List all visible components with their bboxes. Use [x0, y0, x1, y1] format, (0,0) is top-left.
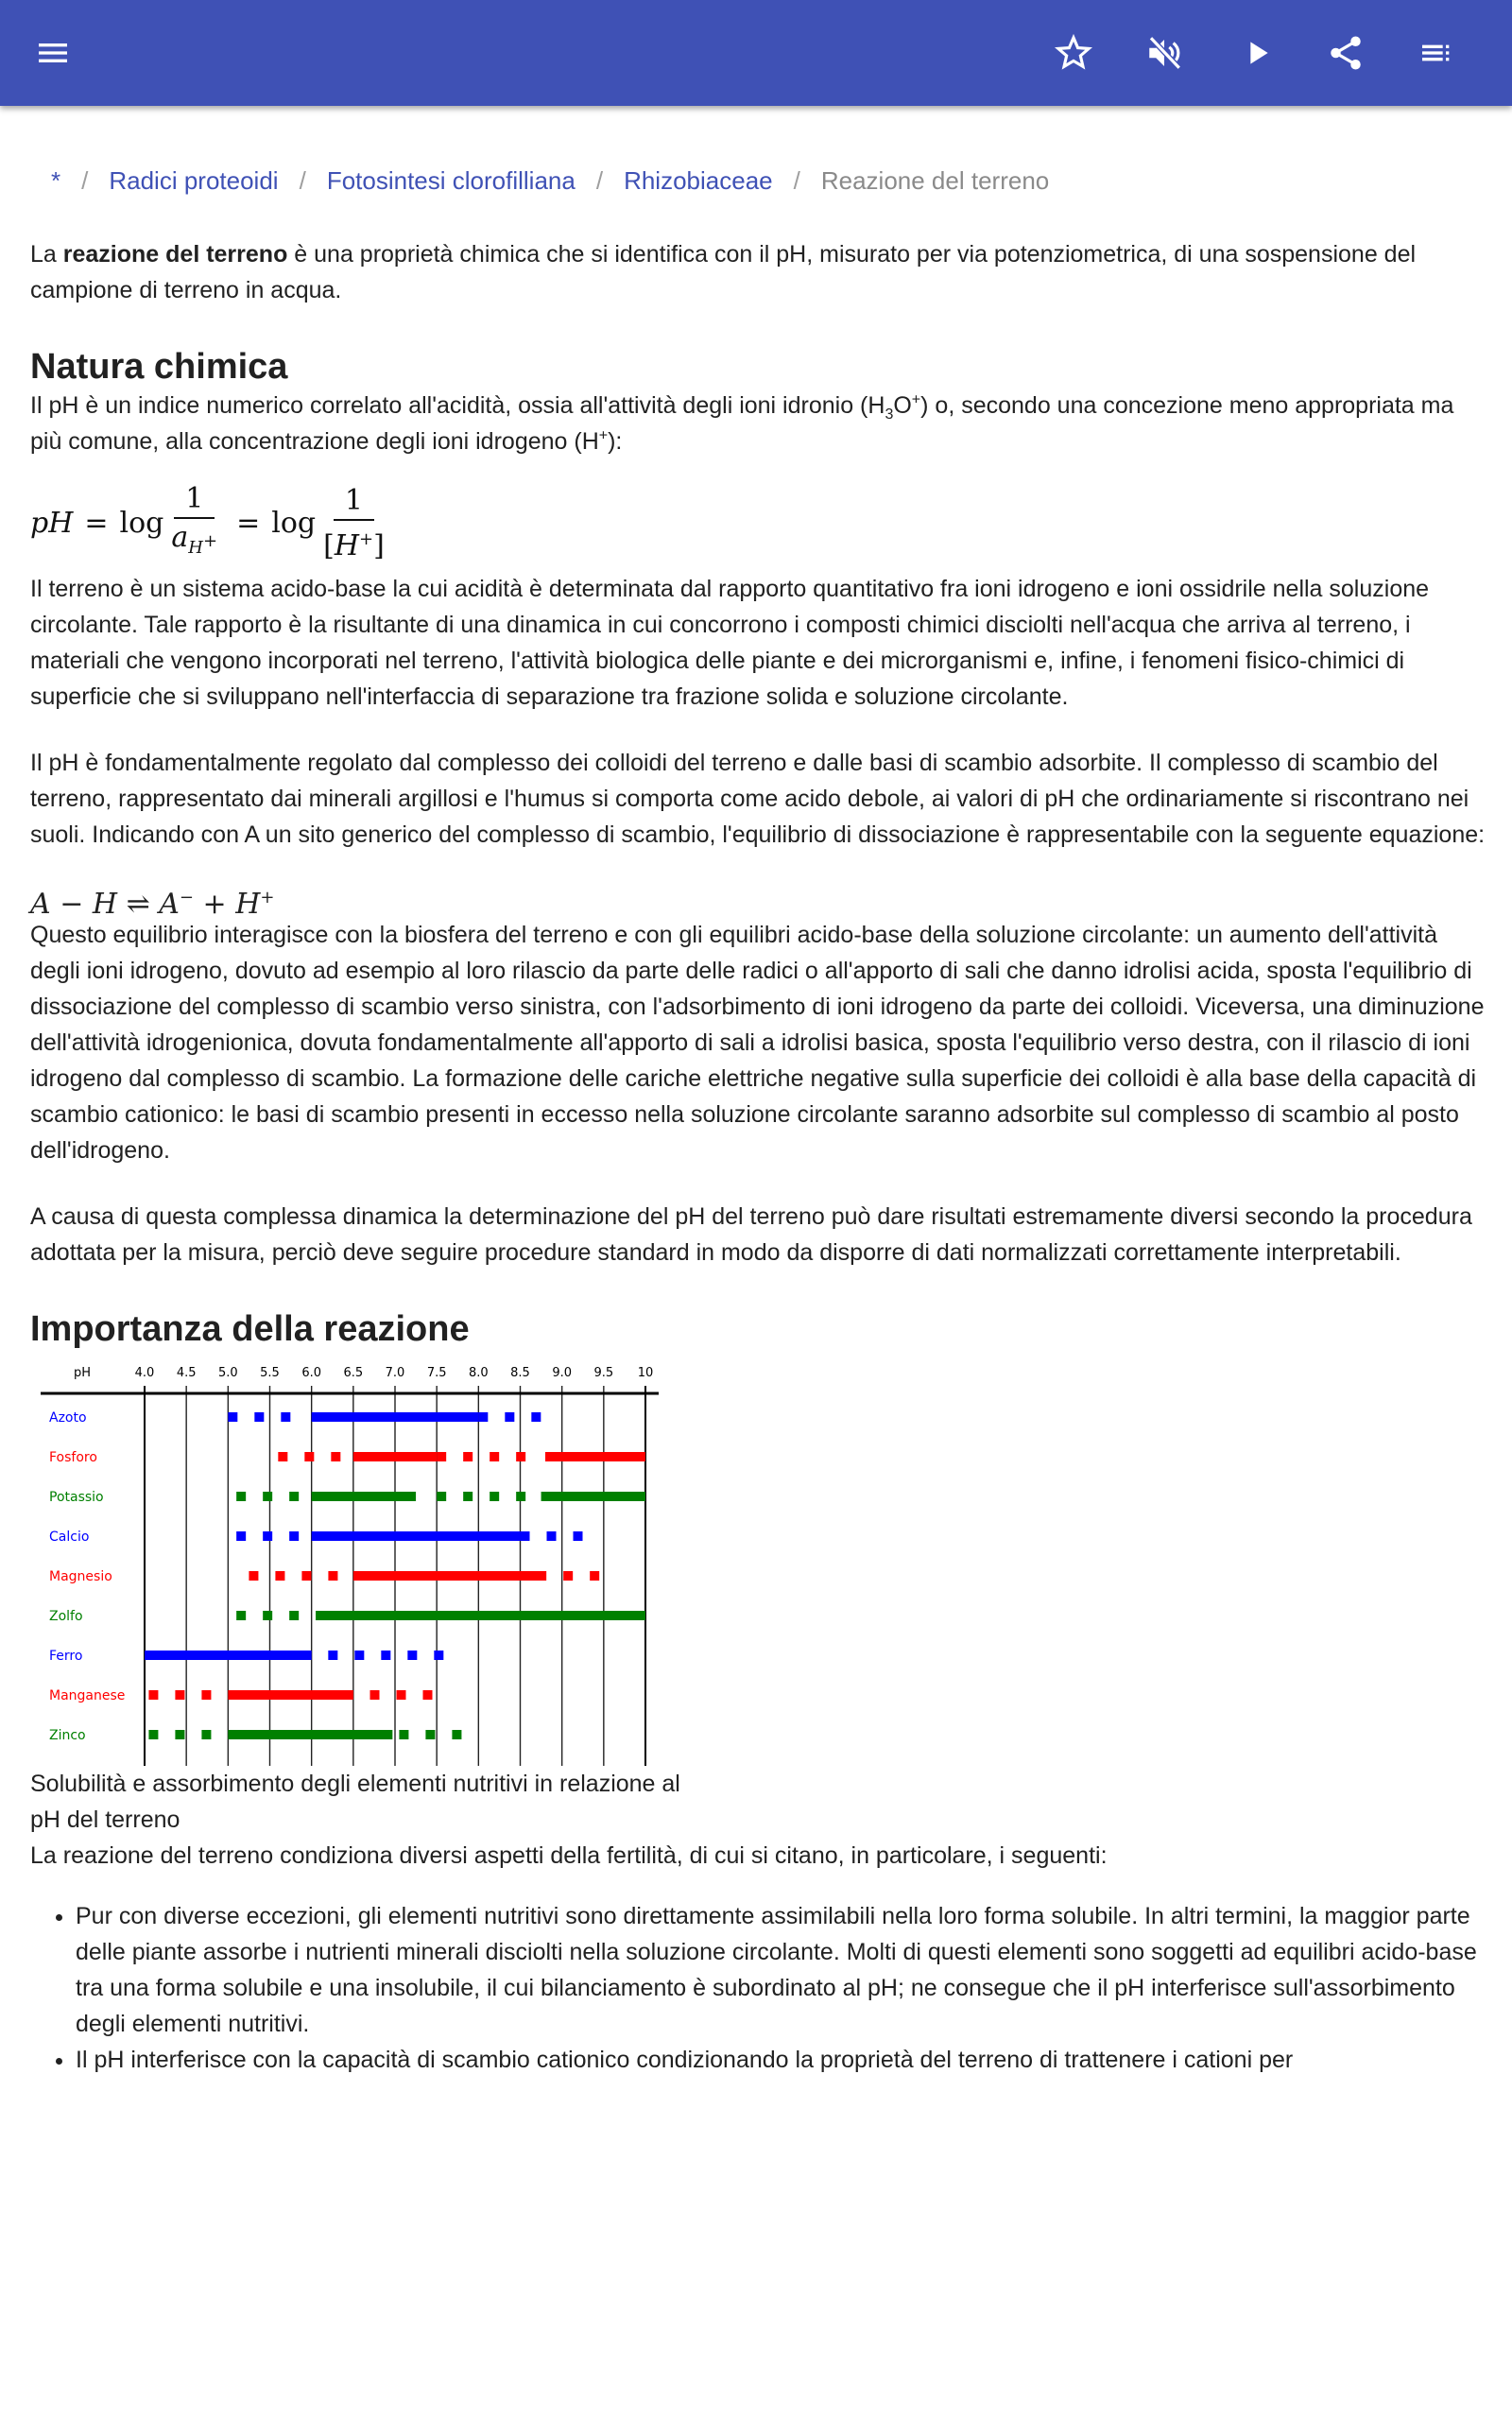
tick-label-top: 9.5	[593, 1366, 614, 1380]
text-run: O	[893, 392, 912, 419]
non-optimal-dash	[463, 1452, 472, 1461]
optimal-bar	[353, 1452, 437, 1461]
optimal-bar	[353, 1571, 541, 1581]
non-optimal-dash	[463, 1492, 472, 1501]
non-optimal-dash	[263, 1492, 272, 1501]
tick-label-top: 5.5	[260, 1366, 280, 1380]
text-run: Il pH è un indice numerico correlato all'acidità, ossia all'attività degli ioni idronio (H	[30, 392, 885, 419]
non-optimal-dash	[516, 1452, 525, 1461]
breadcrumb-separator: /	[793, 166, 800, 195]
non-optimal-dash	[381, 1651, 390, 1660]
formula-fraction-2	[323, 483, 385, 565]
fraction-numerator: 1	[174, 481, 215, 519]
non-optimal-dash	[148, 1730, 158, 1739]
non-optimal-dash	[547, 1531, 557, 1541]
intro-paragraph	[30, 236, 1486, 308]
formula-equals: =	[236, 507, 261, 540]
non-optimal-dash	[490, 1492, 499, 1501]
nutrient-ph-chart[interactable]	[30, 1357, 673, 1766]
superscript: +	[911, 391, 921, 408]
fraction-denominator	[171, 519, 217, 567]
list-item: • Pur con diverse eccezioni, gli elementi nutritivi sono direttamente assimilabili nella loro forma solubile. In altri termini, la maggior parte delle piante assorbe i nutrienti minerali disciolti nella soluzione circolante. Molti di questi elementi sono soggetti ad equilibri acido-base tra una forma solubile e una insolubile, il cui bilanciamento è subordinato al pH; ne consegue che il pH interferisce sull'assorbimento degli elementi nutritivi.	[76, 1898, 1486, 2042]
non-optimal-dash	[437, 1492, 446, 1501]
non-optimal-dash	[175, 1690, 184, 1700]
non-optimal-dash	[263, 1531, 272, 1541]
tick-label-top: 5.0	[217, 1366, 238, 1380]
breadcrumb-rhizobiaceae[interactable]: Rhizobiaceae	[624, 166, 773, 195]
non-optimal-dash	[236, 1492, 246, 1501]
non-optimal-dash	[201, 1690, 211, 1700]
x-axis-label: pH	[74, 1366, 92, 1380]
non-optimal-dash	[521, 1531, 530, 1541]
breadcrumb-separator: /	[595, 166, 604, 195]
non-optimal-dash	[278, 1452, 287, 1461]
bracket: ]	[373, 528, 385, 562]
playlist-button[interactable]	[1408, 25, 1465, 81]
row-label-manganese: Manganese	[49, 1688, 126, 1703]
star-outline-icon	[1054, 33, 1093, 73]
eq-sup: +	[260, 888, 275, 908]
non-optimal-dash	[516, 1492, 525, 1501]
optimal-bar	[312, 1412, 479, 1422]
non-optimal-dash	[289, 1492, 299, 1501]
superscript: +	[598, 427, 609, 444]
tick-label-top: 6.5	[343, 1366, 364, 1380]
row-label-calcio: Calcio	[49, 1530, 90, 1545]
optimal-bar	[312, 1492, 416, 1501]
row-label-ferro: Ferro	[49, 1649, 83, 1664]
intro-bold-term: reazione del terreno	[62, 241, 288, 268]
non-optimal-dash	[228, 1412, 237, 1422]
den-base: a	[171, 520, 189, 554]
non-optimal-dash	[304, 1452, 314, 1461]
den-sub: H	[188, 537, 203, 558]
figure-caption: Solubilità e assorbimento degli elementi nutritivi in relazione al pH del terreno	[30, 1771, 680, 1833]
non-optimal-dash	[328, 1651, 337, 1660]
tick-label-top: 7.5	[426, 1366, 447, 1380]
non-optimal-dash	[175, 1730, 184, 1739]
optimal-bar	[316, 1611, 645, 1620]
tick-label-top: 8.0	[468, 1366, 489, 1380]
eq-sup: −	[179, 888, 195, 908]
breadcrumb-separator: /	[81, 166, 89, 195]
row-label-fosforo: Fosforo	[49, 1450, 97, 1465]
subscript: 3	[885, 406, 894, 423]
section-heading-natura-chimica: Natura chimica	[30, 347, 288, 387]
playlist-icon	[1418, 34, 1455, 72]
tick-label-top: 6.0	[301, 1366, 322, 1380]
breadcrumb-fotosintesi[interactable]: Fotosintesi clorofilliana	[326, 166, 576, 195]
hamburger-menu-icon	[34, 34, 72, 72]
row-label-azoto: Azoto	[49, 1410, 87, 1426]
non-optimal-dash	[397, 1690, 406, 1700]
non-optimal-dash	[370, 1690, 380, 1700]
non-optimal-dash	[281, 1412, 290, 1422]
non-optimal-dash	[437, 1452, 446, 1461]
optimal-bar	[228, 1730, 392, 1739]
text-run: ):	[608, 428, 623, 455]
formula-log: log	[271, 507, 317, 540]
formula-log: log	[119, 507, 164, 540]
row-label-potassio: Potassio	[49, 1490, 104, 1505]
intro-suffix: è una proprietà chimica che si identifica con il pH, misurato per via potenziometrica, di una sospensione del campione di terreno in acqua.	[30, 241, 1417, 303]
fraction-numerator: 1	[334, 483, 374, 521]
eq-left: A − H ⇌ A	[30, 888, 180, 921]
acid-base-paragraph: Il terreno è un sistema acido-base la cui acidità è determinata dal rapporto quantitativo fra ioni idrogeno e ioni ossidrile nella soluzione circolante. Tale rapporto è la risultante di una dinamica in cui concorrono i composti chimici disciolti nell'acqua che arriva al terreno, i materiali che vengono incorporati nel terreno, l'attività biologica delle piante e dei microrganismi e, infine, i fenomeni fisico-chimici di superficie che si sviluppano nell'interfaccia di separazione tra frazione solida e soluzione circolante.	[30, 576, 1430, 710]
non-optimal-dash	[490, 1452, 499, 1461]
non-optimal-dash	[423, 1690, 433, 1700]
den-sup: +	[358, 528, 374, 549]
play-icon	[1238, 34, 1276, 72]
dissociation-equation	[30, 879, 1486, 921]
tick-label-top: 9.0	[552, 1366, 573, 1380]
non-optimal-dash	[254, 1412, 264, 1422]
fertility-intro: La reazione del terreno condiziona diversi aspetti della fertilità, di cui si citano, in particolare, i seguenti:	[30, 1842, 1108, 1869]
eq-mid: + H	[194, 888, 261, 921]
list-item: • Il pH interferisce con la capacità di scambio cationico condizionando la proprietà del terreno di trattenere i cationi per	[76, 2042, 1486, 2078]
non-optimal-dash	[537, 1571, 546, 1581]
ph-definition-paragraph	[30, 388, 1486, 459]
intro-prefix: La	[30, 241, 63, 268]
non-optimal-dash	[289, 1531, 299, 1541]
colloids-paragraph: Il pH è fondamentalmente regolato dal complesso dei colloidi del terreno e dalle basi di scambio adsorbite. Il complesso di scambio del terreno, rappresentato dai minerali argillosi e l'humus si comporta come acido debole, ai valori di pH che ordinariamente si riscontrano nei suoli. Indicando con A un sito generico del complesso di scambio, l'equilibrio di dissociazione è rappresentabile con la seguente equazione:	[30, 750, 1486, 848]
non-optimal-dash	[407, 1651, 417, 1660]
non-optimal-dash	[354, 1651, 364, 1660]
tick-label-top: 8.5	[510, 1366, 530, 1380]
app-bar	[0, 0, 1512, 106]
formula-lhs: pH	[30, 507, 74, 540]
non-optimal-dash	[236, 1611, 246, 1620]
non-optimal-dash	[434, 1651, 443, 1660]
non-optimal-dash	[201, 1730, 211, 1739]
row-label-zolfo: Zolfo	[49, 1609, 83, 1624]
fertility-list	[30, 1898, 1486, 2078]
non-optimal-dash	[328, 1571, 337, 1581]
non-optimal-dash	[505, 1412, 514, 1422]
non-optimal-dash	[249, 1571, 258, 1581]
non-optimal-dash	[275, 1571, 284, 1581]
row-label-magnesio: Magnesio	[49, 1569, 112, 1584]
measurement-paragraph: A causa di questa complessa dinamica la determinazione del pH del terreno può dare risultati estremamente diversi secondo la procedura adottata per la misura, perciò deve seguire procedure standard in modo da disporre di dati normalizzati correttamente interpretabili.	[30, 1203, 1472, 1266]
optimal-bar	[145, 1651, 312, 1660]
tick-label-top: 4.5	[176, 1366, 197, 1380]
non-optimal-dash	[425, 1730, 435, 1739]
den-sup: +	[202, 530, 218, 551]
bracket: [	[323, 528, 335, 562]
non-optimal-dash	[301, 1571, 311, 1581]
breadcrumb	[30, 166, 1486, 195]
non-optimal-dash	[289, 1611, 299, 1620]
equilibrium-paragraph: Questo equilibrio interagisce con la biosfera del terreno e con gli equilibri acido-base della soluzione circolante: un aumento dell'attività degli ioni idrogeno, dovuto ad esempio al loro rilascio da parte delle radici o all'apporto di sali che danno idrolisi acida, sposta l'equilibrio di dissociazione del complesso di scambio verso sinistra, con l'adsorbimento di ioni idrogeno da parte dei colloidi. Viceversa, una diminuzione dell'attività idrogenionica, dovuta fondamentalmente all'apporto di sali a idrolisi basica, sposta l'equilibrio verso destra, con il rilascio di ioni idrogeno dal complesso di scambio. La formazione delle cariche elettriche negative sulla superficie dei colloidi è alla base della capacità di scambio cationico: le basi di scambio presenti in eccesso nella soluzione circolante saranno adsorbite sul complesso di scambio al posto dell'idrogeno.	[30, 922, 1485, 1164]
row-label-zinco: Zinco	[49, 1728, 86, 1743]
non-optimal-dash	[331, 1452, 340, 1461]
text-run: ) o, secondo una concezione meno appropriata ma più comune, alla concentrazione degli ioni idrogeno (H	[30, 392, 1454, 455]
tick-label-top: 4.0	[134, 1366, 155, 1380]
non-optimal-dash	[236, 1531, 246, 1541]
non-optimal-dash	[399, 1730, 408, 1739]
article-content	[30, 106, 1486, 2078]
tick-label-top: 7.0	[385, 1366, 405, 1380]
non-optimal-dash	[148, 1690, 158, 1700]
optimal-bar	[312, 1531, 521, 1541]
optimal-bar	[228, 1690, 352, 1700]
non-optimal-dash	[563, 1571, 573, 1581]
play-button[interactable]	[1228, 25, 1285, 81]
nutrient-ph-chart-svg	[30, 1357, 673, 1766]
menu-button[interactable]	[25, 25, 81, 81]
bookmark-button[interactable]	[1045, 25, 1102, 81]
breadcrumb-home[interactable]: *	[51, 166, 61, 195]
non-optimal-dash	[590, 1571, 599, 1581]
non-optimal-dash	[531, 1412, 541, 1422]
tick-label-top: 10	[637, 1366, 654, 1380]
optimal-bar	[545, 1452, 645, 1461]
volume-off-icon	[1144, 33, 1184, 73]
non-optimal-dash	[263, 1611, 272, 1620]
section-heading-importanza: Importanza della reazione	[30, 1309, 470, 1349]
non-optimal-dash	[478, 1412, 488, 1422]
fraction-denominator	[323, 521, 385, 565]
non-optimal-dash	[452, 1730, 461, 1739]
share-button[interactable]	[1317, 25, 1374, 81]
formula-fraction-1	[171, 481, 217, 567]
ph-formula	[30, 476, 1486, 571]
breadcrumb-current: Reazione del terreno	[820, 166, 1050, 195]
mute-button[interactable]	[1136, 25, 1193, 81]
den-base: H	[334, 528, 359, 562]
non-optimal-dash	[574, 1531, 583, 1541]
formula-equals: =	[84, 507, 109, 540]
share-icon	[1326, 33, 1366, 73]
breadcrumb-separator: /	[299, 166, 306, 195]
optimal-bar	[541, 1492, 645, 1501]
breadcrumb-radici-proteoidi[interactable]: Radici proteoidi	[109, 166, 279, 195]
